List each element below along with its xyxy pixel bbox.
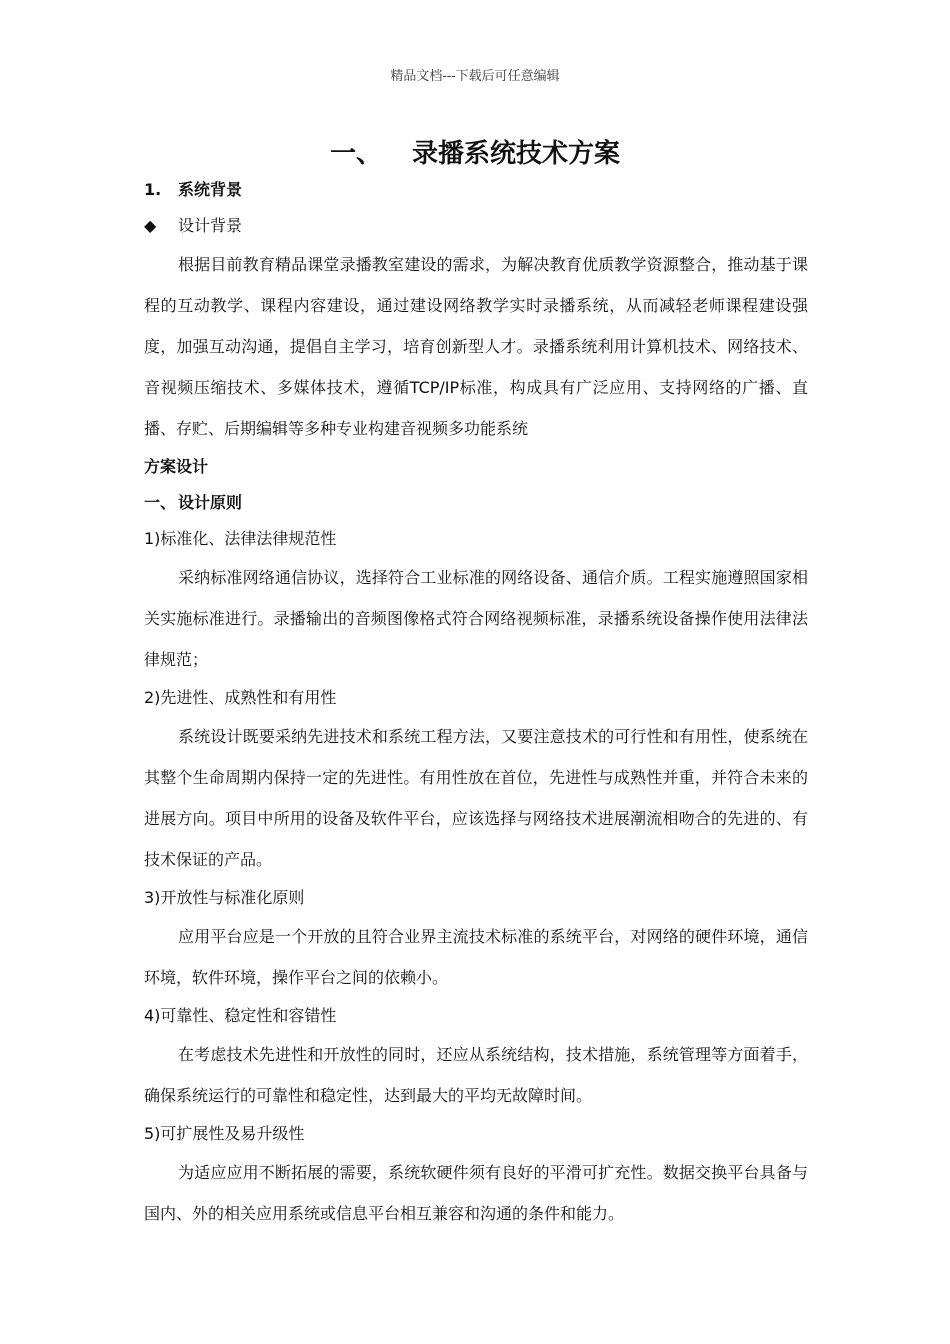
- principle-paragraph: 为适应应用不断拓展的需要，系统软硬件须有良好的平滑可扩充性。数据交换平台具备与国内、外的相关应用系统或信息平台相互兼容和沟通的条件和能力。: [144, 1163, 808, 1223]
- title-text: 录播系统技术方案: [412, 139, 621, 169]
- document-body: [144, 172, 808, 1234]
- section-number: 1.: [144, 180, 162, 199]
- principle-item: [144, 521, 808, 680]
- section-label: 系统背景: [178, 180, 243, 199]
- bullet-heading: [144, 208, 808, 244]
- diamond-bullet-icon: ◆: [144, 216, 157, 235]
- principle-item: [144, 1116, 808, 1234]
- principle-paragraph: 系统设计既要采纳先进技术和系统工程方法，又要注意技术的可行性和有用性，使系统在其整个生命周期内保持一定的先进性。有用性放在首位，先进性与成熟性并重，并符合未来的进展方向。项目中所用的设备及软件平台，应该选择与网络技术进展潮流相吻合的先进的、有技术保证的产品。: [144, 727, 808, 869]
- document-title: [0, 133, 950, 170]
- principle-paragraph: 应用平台应是一个开放的且符合业界主流技术标准的系统平台，对网络的硬件环境，通信环境，软件环境，操作平台之间的依赖小。: [144, 927, 808, 987]
- plan-heading: 方案设计: [144, 457, 209, 476]
- principle-heading: 4)可靠性、稳定性和容错性: [144, 1006, 337, 1025]
- principle-heading: 3)开放性与标准化原则: [144, 888, 305, 907]
- section-heading: [144, 172, 808, 208]
- principles-heading: [144, 485, 808, 521]
- page-header: 精品文档---下载后可任意编辑: [390, 69, 560, 84]
- background-paragraph: 根据目前教育精品课堂录播教室建设的需求，为解决教育优质教学资源整合，推动基于课程的互动教学、课程内容建设，通过建设网络教学实时录播系统，从而减轻老师课程建设强度，加强互动沟通，提倡自主学习，培育创新型人才。录播系统利用计算机技术、网络技术、音视频压缩技术、多媒体技术，遵循TCP/IP标准，构成具有广泛应用、支持网络的广播、直播、存贮、后期编辑等多种专业构建音视频多功能系统: [144, 255, 808, 438]
- principle-item: [144, 680, 808, 880]
- principle-heading: 2)先进性、成熟性和有用性: [144, 688, 337, 707]
- principles-label: 设计原则: [178, 493, 243, 512]
- title-number: 一、: [329, 139, 382, 169]
- bullet-label: 设计背景: [178, 216, 243, 235]
- principle-item: [144, 998, 808, 1116]
- principles-number: 一、: [144, 493, 177, 512]
- principle-paragraph: 在考虑技术先进性和开放性的同时，还应从系统结构，技术措施，系统管理等方面着手，确保系统运行的可靠性和稳定性，达到最大的平均无故障时间。: [144, 1045, 808, 1105]
- principle-item: [144, 880, 808, 998]
- principle-paragraph: 采纳标准网络通信协议，选择符合工业标准的网络设备、通信介质。工程实施遵照国家相关实施标准进行。录播输出的音频图像格式符合网络视频标准，录播系统设备操作使用法律法律规范；: [144, 568, 808, 669]
- principle-heading: 1)标准化、法律法律规范性: [144, 529, 337, 548]
- principle-heading: 5)可扩展性及易升级性: [144, 1124, 305, 1143]
